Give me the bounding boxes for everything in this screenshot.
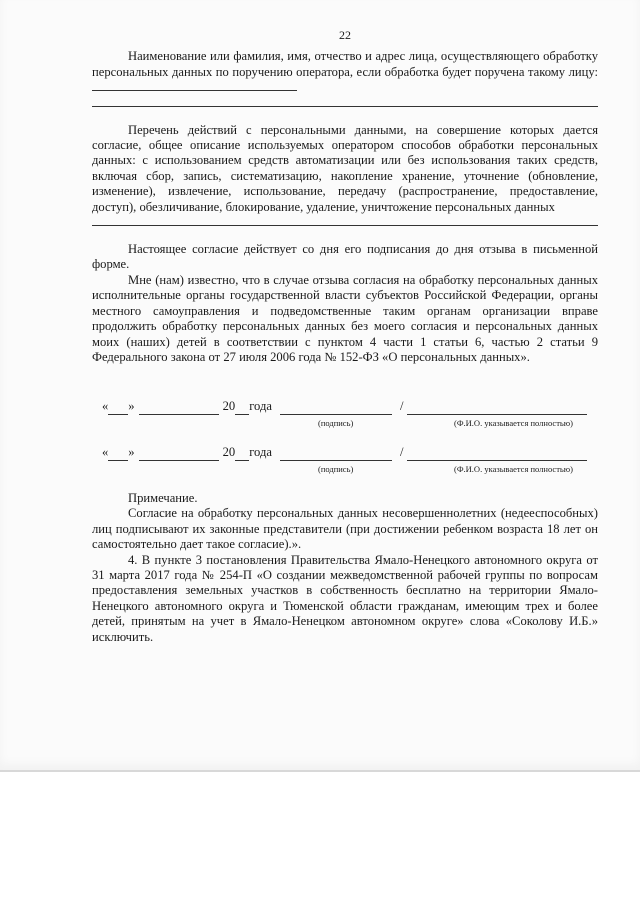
note-text: Согласие на обработку персональных данных несовершеннолетних (недееспособных) лиц подписывают их законные представители (при достижении ребенком возраста 18 лет он самостоятельно дает такое согласие).». — [92, 506, 598, 552]
name-blank — [407, 449, 587, 461]
year-suffix: года — [249, 445, 272, 460]
operator-text: Наименование или фамилия, имя, отчество и адрес лица, осуществляющего обработку персональных данных по поручению оператора, если обработка будет поручена такому лицу: — [92, 49, 598, 79]
revocation-paragraph: Мне (нам) известно, что в случае отзыва согласия на обработку персональных данных исполнительные органы государственной власти субъектов Российской Федерации, органы местного самоуправления и подведомственные таким органам организации вправе продолжить обработку персональных данных без моего согласия и персональных данных моих (наших) детей в соответствии с пунктом 4 части 1 статьи 6, частью 2 статьи 9 Федерального закона от 27 июля 2006 года № 152-ФЗ «О персональных данных». — [92, 272, 598, 364]
page-number: 22 — [339, 28, 351, 42]
day-blank — [108, 403, 128, 415]
validity-paragraph: Настоящее согласие действует со дня его подписания до дня отзыва в письменной форме. — [92, 242, 598, 272]
actions-paragraph: Перечень действий с персональными данными, на совершение которых дается согласие, общее описание используемых оператором способов обработки персональных данных: с использованием средств автоматизации или без использования таких средств, включая сбор, запись, систематизацию, накопление хранение, уточнение (обновление, изменение), извлечение, использование, передачу (распространение, предоставление, доступ), обезличивание, блокирование, удаление, уничтожение персональных данных — [92, 122, 598, 214]
name-blank — [407, 403, 587, 415]
note-title: Примечание. — [128, 490, 198, 505]
document-page — [92, 28, 598, 645]
item-4-paragraph: 4. В пункте 3 постановления Правительства Ямало-Ненецкого автономного округа от 31 марта 2017 года № 254-П «О создании межведомственной рабочей группы по вопросам предоставления земельных участков в собственность бесплатно на территории Ямало-Ненецкого автономного округа и Тюменской области гражданам, имеющим трех и более детей, принятым на учет в Ямало-Ненецком автономном округе» слова «Соколову И.Б.» исключить. — [92, 552, 598, 644]
year-blank — [235, 449, 249, 461]
caption-signature: (подпись) — [318, 463, 354, 474]
month-blank — [139, 403, 219, 415]
operator-paragraph — [92, 49, 598, 95]
month-blank — [139, 449, 219, 461]
signature-blank — [280, 449, 392, 461]
caption-name: (Ф.И.О. указывается полностью) — [454, 463, 573, 474]
signature-line-1 — [102, 399, 598, 414]
year-blank — [235, 403, 249, 415]
operator-fill-line — [92, 80, 297, 91]
blank-line-2 — [92, 215, 598, 226]
slash: / — [399, 445, 404, 460]
signature-line-2 — [102, 445, 598, 460]
blank-line-1 — [92, 96, 598, 107]
caption-name: (Ф.И.О. указывается полностью) — [454, 417, 573, 428]
caption-signature: (подпись) — [318, 417, 354, 428]
year-suffix: года — [249, 399, 272, 414]
year-prefix: 20 — [222, 399, 236, 414]
day-blank — [108, 449, 128, 461]
year-prefix: 20 — [222, 445, 236, 460]
quote-close: » — [128, 399, 135, 414]
quote-open: « — [102, 399, 109, 414]
signature-blank — [280, 403, 392, 415]
quote-open: « — [102, 445, 109, 460]
slash: / — [399, 399, 404, 414]
quote-close: » — [128, 445, 135, 460]
